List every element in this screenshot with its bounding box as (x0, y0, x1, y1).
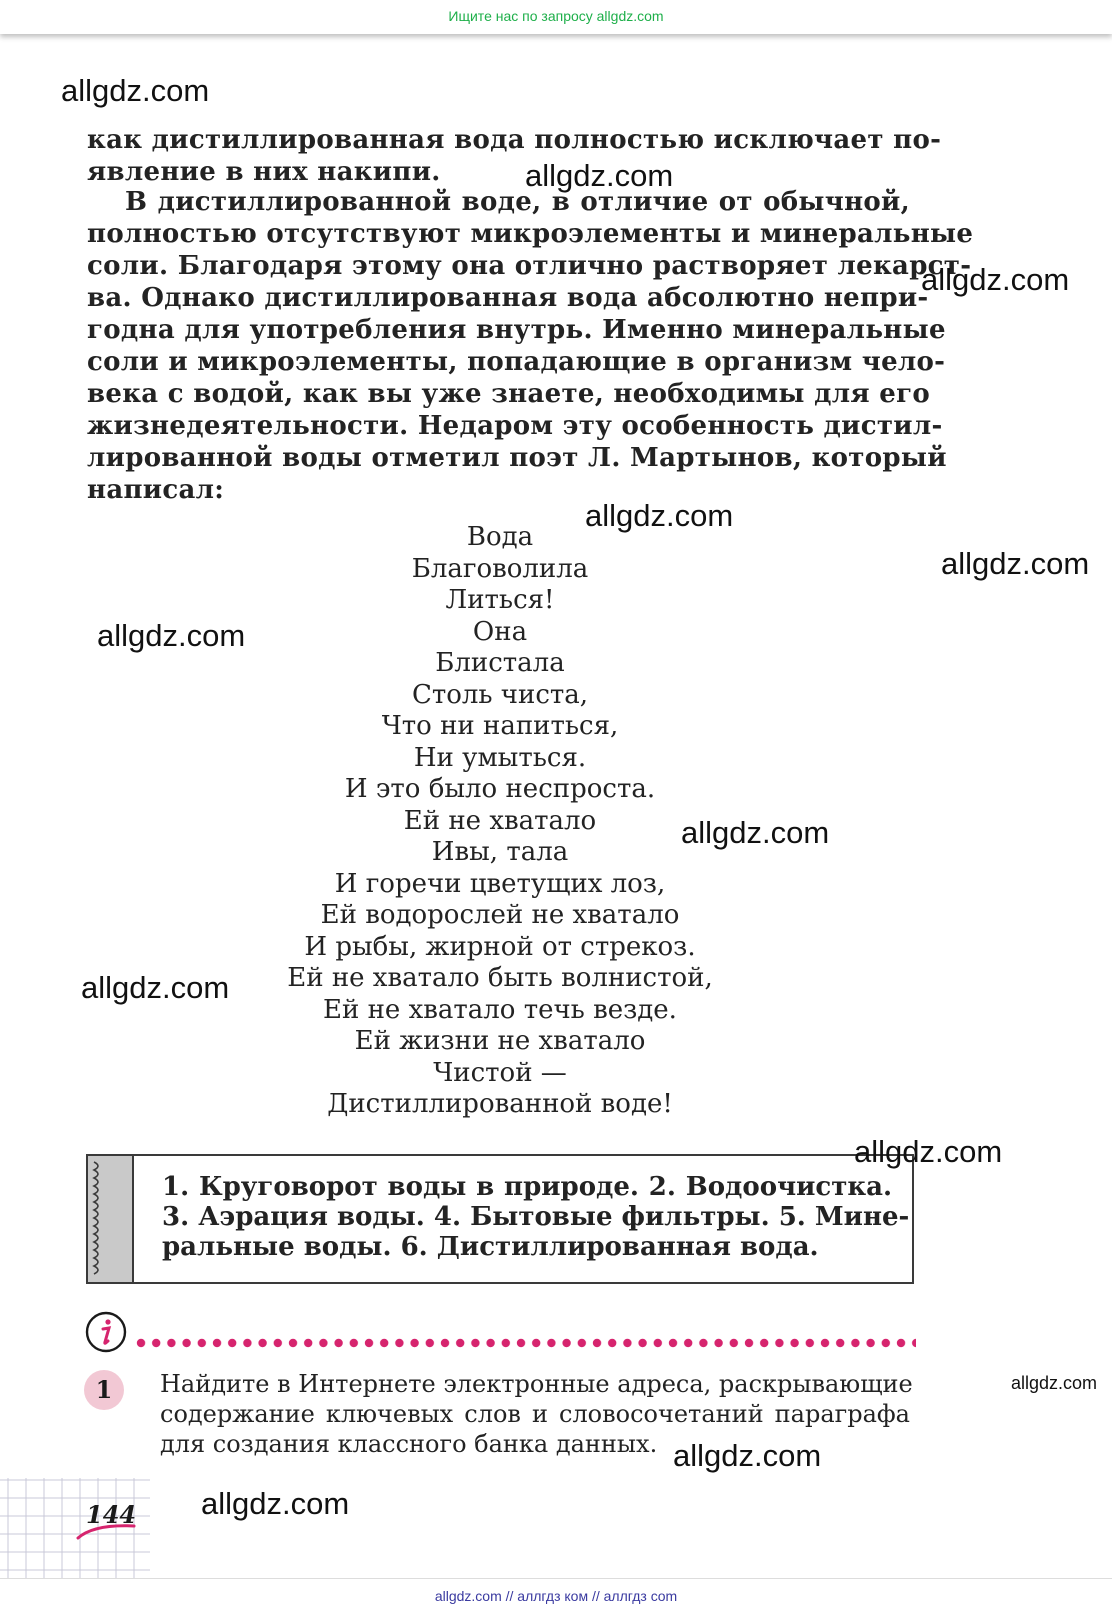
text-line: века с водой, как вы уже знаете, необходимы для его (87, 379, 930, 409)
text-line: полностью отсутствуют микроэлементы и минеральные (87, 219, 974, 249)
poem-line: Что ни напиться, (381, 711, 619, 741)
paragraph-1 (87, 124, 942, 188)
text-line: как дистиллированная вода полностью исключает по- (87, 125, 942, 155)
watermark: allgdz.com (681, 815, 830, 850)
keywords-line: 1. Круговорот воды в природе. 2. Водоочистка. (162, 1172, 892, 1202)
text-line: соли. Благодаря этому она отлично растворяет лекарст- (87, 251, 972, 281)
poem-line: Вода (466, 522, 534, 552)
watermark: allgdz.com (921, 262, 1070, 297)
watermark: allgdz.com (854, 1134, 1003, 1169)
wavy-edge-icon (88, 1156, 108, 1282)
poem-line: Благоволила (411, 553, 589, 584)
task-number-badge: 1 (84, 1370, 124, 1410)
text-line: годна для употребления внутрь. Именно минеральные (87, 315, 946, 345)
text-line: явление в них накипи. (87, 157, 441, 187)
bottom-banner[interactable]: allgdz.com // аллгдз ком // аллгдз com (0, 1578, 1112, 1615)
page-number-swoosh-icon (74, 1520, 138, 1542)
top-banner[interactable]: Ищите нас по запросу allgdz.com (0, 0, 1112, 34)
text-line: жизнедеятельности. Недаром эту особенность дистил- (87, 411, 943, 441)
poem-line: И рыбы, жирной от стрекоз. (304, 931, 696, 962)
text-line: В дистиллированной воде, в отличие от обычной, (125, 187, 910, 217)
poem-line: Ни умыться. (413, 742, 587, 773)
poem-line: Ей водорослей не хватало (320, 900, 680, 930)
task-line: содержание ключевых слов и словосочетаний параграфа (160, 1400, 910, 1428)
poem-line: И горечи цветущих лоз, (334, 868, 666, 899)
task-line: для создания классного банка данных. (160, 1430, 658, 1458)
watermark: allgdz.com (1011, 1373, 1098, 1393)
info-icon (84, 1310, 128, 1354)
watermark: allgdz.com (201, 1486, 350, 1521)
page-number: 144 (86, 1500, 137, 1529)
poem-line: Дистиллированной воде! (327, 1089, 673, 1119)
watermark: allgdz.com (81, 970, 230, 1005)
poem-line: Она (472, 616, 528, 647)
watermark: allgdz.com (585, 498, 734, 533)
keywords-line: ральные воды. 6. Дистиллированная вода. (162, 1232, 819, 1262)
watermark: allgdz.com (673, 1438, 822, 1473)
text-line: ва. Однако дистиллированная вода абсолютно непри- (87, 283, 929, 313)
watermark: allgdz.com (525, 158, 674, 193)
watermark: allgdz.com (97, 618, 246, 653)
poem-line: Блистала (435, 648, 565, 678)
poem-line: Ей не хватало быть волнистой, (287, 963, 713, 993)
paragraph-2 (87, 186, 974, 506)
poem-line: Ей жизни не хватало (354, 1026, 646, 1056)
poem-line: Ей не хватало (403, 805, 597, 836)
text-line: соли и микроэлементы, попадающие в организм чело- (87, 347, 946, 377)
poem-line: Чистой — (433, 1057, 567, 1088)
poem-line: И это было неспроста. (344, 774, 656, 804)
poem-line: Ивы, тала (431, 837, 569, 867)
watermark: allgdz.com (941, 546, 1090, 581)
watermark: allgdz.com (61, 73, 210, 108)
poem-line: Ей не хватало течь везде. (323, 994, 677, 1025)
text-line: лированной воды отметил поэт Л. Мартынов, который (87, 443, 947, 473)
task-line: Найдите в Интернете электронные адреса, раскрывающие (160, 1370, 913, 1398)
keywords-box (86, 1154, 914, 1284)
keywords-text (162, 1172, 910, 1262)
keywords-line: 3. Аэрация воды. 4. Бытовые фильтры. 5. Мине- (162, 1202, 910, 1232)
poem-line: Литься! (445, 585, 555, 615)
dotted-divider (136, 1338, 916, 1348)
poem-line: Столь чиста, (411, 679, 589, 710)
text-line: написал: (87, 475, 225, 505)
